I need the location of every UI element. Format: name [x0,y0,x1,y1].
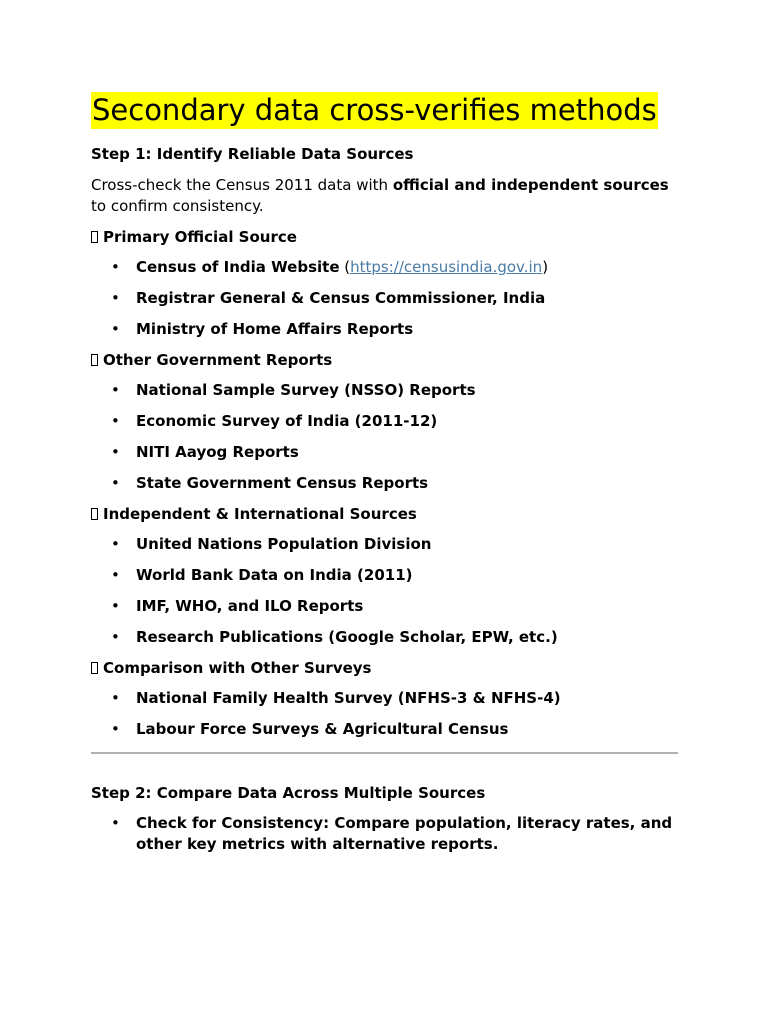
independent-sources-list [91,534,678,648]
list-item: • World Bank Data on India (2011) [91,565,678,586]
intro-text-end: to confirm consistency. [91,197,264,215]
missing-glyph-icon [91,231,98,243]
list-item: • United Nations Population Division [91,534,678,555]
government-reports-list [91,380,678,494]
section-heading: Other Government Reports [103,351,333,369]
paren-open: ( [339,258,351,276]
missing-glyph-icon [91,508,98,520]
paren-close: ) [542,258,549,276]
list-item: • IMF, WHO, and ILO Reports [91,596,678,617]
other-surveys-list [91,688,678,740]
section-comparison-other-surveys [91,658,678,678]
list-item: • National Family Health Survey (NFHS-3 & NFHS-4) [91,688,678,709]
list-item [91,257,678,278]
list-item [91,813,678,855]
section-heading: Primary Official Source [103,228,297,246]
intro-text-bold: official and independent sources [392,176,669,194]
section-other-government-reports [91,350,678,370]
page-title: Secondary data cross-verifies methods [92,93,657,127]
list-item: • Ministry of Home Affairs Reports [91,319,678,340]
list-item: • Labour Force Surveys & Agricultural Census [91,719,678,740]
section-primary-official-source [91,227,678,247]
missing-glyph-icon [91,662,98,674]
step-1-intro [91,175,678,217]
document-page [91,92,678,855]
primary-source-list [91,257,678,340]
list-item: • Research Publications (Google Scholar, EPW, etc.) [91,627,678,648]
consistency-text: : Compare population, literacy rates, and other key metrics with alternative reports. [136,814,673,853]
list-item: • State Government Census Reports [91,473,678,494]
horizontal-divider [91,752,678,754]
list-item: • National Sample Survey (NSSO) Reports [91,380,678,401]
step-2-heading: Step 2: Compare Data Across Multiple Sources [91,784,486,802]
section-heading: Independent & International Sources [103,505,417,523]
step-1-heading: Step 1: Identify Reliable Data Sources [91,145,414,163]
step-2-list [91,813,678,855]
census-website-label: Census of India Website [136,258,340,276]
census-website-link[interactable]: https://censusindia.gov.in [350,258,543,276]
intro-text-start: Cross-check the Census 2011 data with [91,176,393,194]
section-independent-international-sources [91,504,678,524]
consistency-label: Check for Consistency [136,814,324,832]
missing-glyph-icon [91,354,98,366]
list-item: • Economic Survey of India (2011-12) [91,411,678,432]
list-item: • Registrar General & Census Commissioner, India [91,288,678,309]
section-heading: Comparison with Other Surveys [103,659,372,677]
list-item: • NITI Aayog Reports [91,442,678,463]
